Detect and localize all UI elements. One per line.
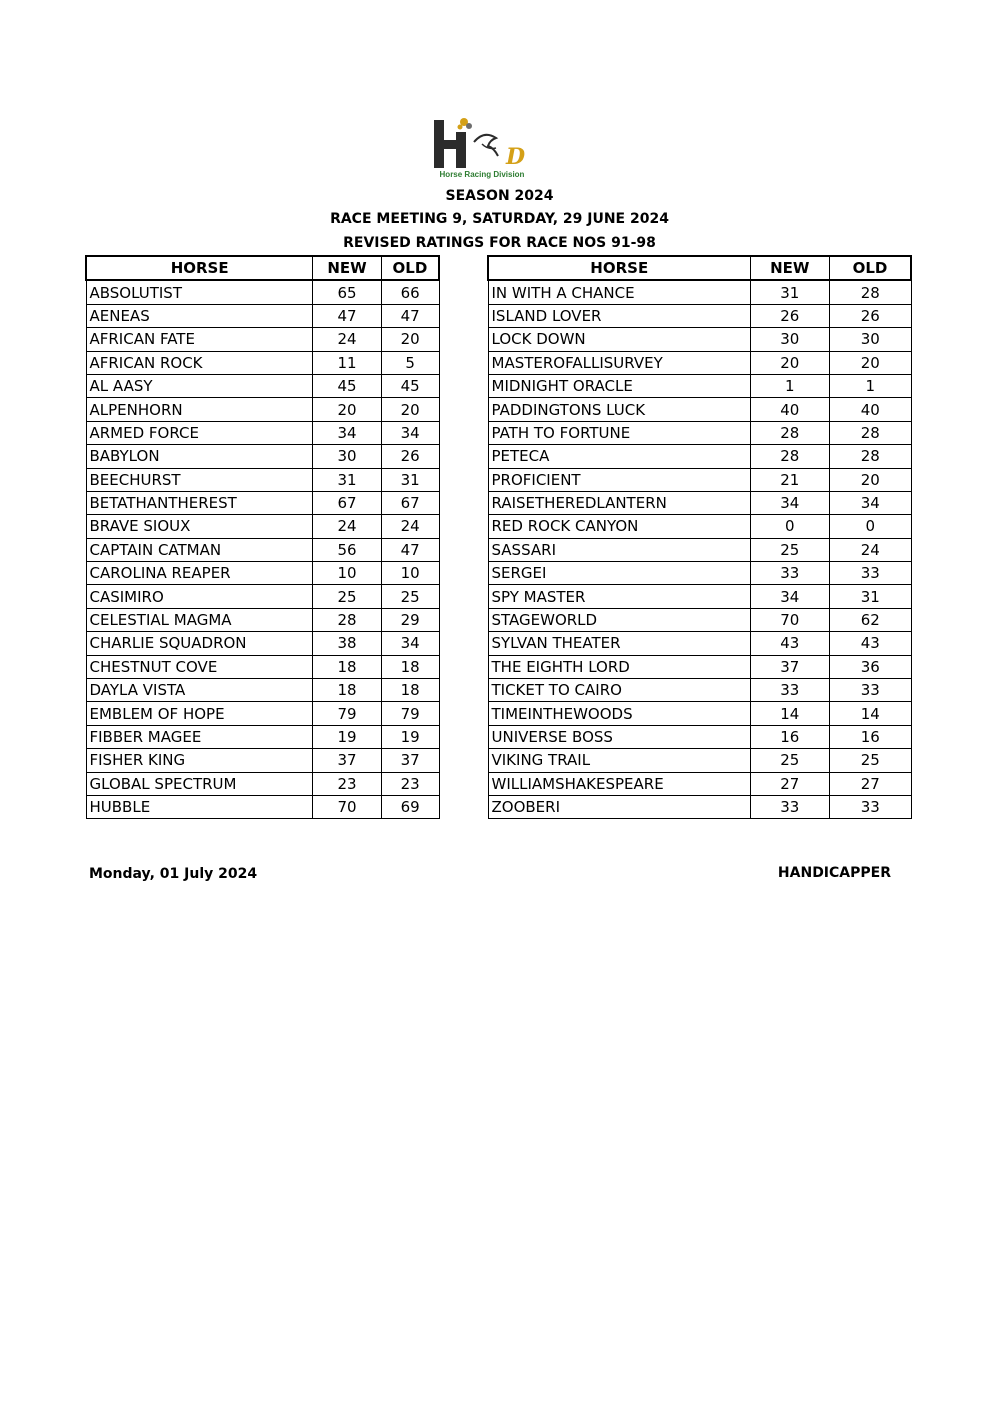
column-header-new: NEW (313, 256, 382, 280)
table-row (86, 491, 439, 514)
new-rating-cell: 18 (313, 655, 382, 678)
new-rating-cell: 37 (313, 749, 382, 772)
old-rating-cell: 26 (830, 304, 911, 327)
horse-name-cell: VIKING TRAIL (488, 749, 750, 772)
old-rating-cell: 26 (381, 445, 439, 468)
horse-name-cell: HUBBLE (86, 795, 313, 818)
old-rating-cell: 31 (381, 468, 439, 491)
horse-name-cell: RED ROCK CANYON (488, 515, 750, 538)
new-rating-cell: 56 (313, 538, 382, 561)
table-row (488, 468, 911, 491)
horse-name-cell: UNIVERSE BOSS (488, 725, 750, 748)
old-rating-cell: 30 (830, 328, 911, 351)
horse-name-cell: AL AASY (86, 374, 313, 397)
old-rating-cell: 34 (830, 491, 911, 514)
table-row (488, 608, 911, 631)
new-rating-cell: 21 (750, 468, 830, 491)
old-rating-cell: 40 (830, 398, 911, 421)
old-rating-cell: 0 (830, 515, 911, 538)
table-row (488, 772, 911, 795)
old-rating-cell: 28 (830, 421, 911, 444)
horse-name-cell: THE EIGHTH LORD (488, 655, 750, 678)
ratings-table-left (85, 255, 440, 819)
publication-date: Monday, 01 July 2024 (89, 866, 258, 882)
season-heading: SEASON 2024 (445, 188, 554, 204)
table-row (488, 491, 911, 514)
old-rating-cell: 34 (381, 421, 439, 444)
table-row (86, 679, 439, 702)
table-row (86, 351, 439, 374)
table-row (86, 702, 439, 725)
old-rating-cell: 20 (830, 351, 911, 374)
old-rating-cell: 23 (381, 772, 439, 795)
race-meeting-heading: RACE MEETING 9, SATURDAY, 29 JUNE 2024 (330, 211, 669, 227)
horse-name-cell: DAYLA VISTA (86, 679, 313, 702)
old-rating-cell: 29 (381, 608, 439, 631)
horse-name-cell: PADDINGTONS LUCK (488, 398, 750, 421)
old-rating-cell: 36 (830, 655, 911, 678)
new-rating-cell: 67 (313, 491, 382, 514)
table-row (488, 280, 911, 304)
table-row (86, 328, 439, 351)
table-row (86, 280, 439, 304)
signatory: HANDICAPPER (777, 865, 891, 881)
new-rating-cell: 19 (313, 725, 382, 748)
horse-name-cell: MASTEROFALLISURVEY (488, 351, 750, 374)
new-rating-cell: 70 (750, 608, 830, 631)
new-rating-cell: 30 (750, 328, 830, 351)
table-row (86, 538, 439, 561)
new-rating-cell: 31 (750, 280, 830, 304)
table-row (86, 725, 439, 748)
horse-name-cell: AFRICAN ROCK (86, 351, 313, 374)
old-rating-cell: 33 (830, 795, 911, 818)
table-header-row (86, 256, 439, 280)
new-rating-cell: 30 (313, 445, 382, 468)
table-row (488, 398, 911, 421)
new-rating-cell: 40 (750, 398, 830, 421)
table-row (86, 608, 439, 631)
horse-name-cell: ABSOLUTIST (86, 280, 313, 304)
old-rating-cell: 20 (381, 398, 439, 421)
horse-name-cell: TIMEINTHEWOODS (488, 702, 750, 725)
table-row (488, 585, 911, 608)
horse-name-cell: SPY MASTER (488, 585, 750, 608)
horse-name-cell: SERGEI (488, 562, 750, 585)
horse-name-cell: CAPTAIN CATMAN (86, 538, 313, 561)
table-row (86, 468, 439, 491)
new-rating-cell: 47 (313, 304, 382, 327)
new-rating-cell: 34 (313, 421, 382, 444)
table-row (488, 421, 911, 444)
new-rating-cell: 37 (750, 655, 830, 678)
new-rating-cell: 65 (313, 280, 382, 304)
table-row (488, 562, 911, 585)
table-row (488, 632, 911, 655)
horse-name-cell: PETECA (488, 445, 750, 468)
table-row (86, 421, 439, 444)
table-row (86, 398, 439, 421)
new-rating-cell: 79 (313, 702, 382, 725)
old-rating-cell: 28 (830, 445, 911, 468)
new-rating-cell: 0 (750, 515, 830, 538)
new-rating-cell: 43 (750, 632, 830, 655)
horse-name-cell: BEECHURST (86, 468, 313, 491)
table-row (86, 304, 439, 327)
logo-caption: Horse Racing Division (439, 170, 525, 179)
new-rating-cell: 24 (313, 515, 382, 538)
table-row (86, 632, 439, 655)
table-row (488, 445, 911, 468)
new-rating-cell: 26 (750, 304, 830, 327)
horse-name-cell: WILLIAMSHAKESPEARE (488, 772, 750, 795)
old-rating-cell: 10 (381, 562, 439, 585)
old-rating-cell: 31 (830, 585, 911, 608)
horse-name-cell: GLOBAL SPECTRUM (86, 772, 313, 795)
horse-name-cell: CAROLINA REAPER (86, 562, 313, 585)
old-rating-cell: 24 (381, 515, 439, 538)
old-rating-cell: 37 (381, 749, 439, 772)
svg-text:D: D (506, 144, 526, 170)
horse-name-cell: SASSARI (488, 538, 750, 561)
horse-name-cell: BABYLON (86, 445, 313, 468)
horse-name-cell: ARMED FORCE (86, 421, 313, 444)
new-rating-cell: 31 (313, 468, 382, 491)
new-rating-cell: 28 (313, 608, 382, 631)
horse-name-cell: STAGEWORLD (488, 608, 750, 631)
old-rating-cell: 47 (381, 304, 439, 327)
table-row (86, 585, 439, 608)
new-rating-cell: 25 (313, 585, 382, 608)
table-row (488, 655, 911, 678)
horse-name-cell: LOCK DOWN (488, 328, 750, 351)
revised-ratings-heading: REVISED RATINGS FOR RACE NOS 91-98 (343, 235, 656, 251)
column-header-horse: HORSE (488, 256, 750, 280)
table-body-left (86, 280, 439, 818)
old-rating-cell: 67 (381, 491, 439, 514)
table-row (86, 515, 439, 538)
old-rating-cell: 20 (381, 328, 439, 351)
new-rating-cell: 38 (313, 632, 382, 655)
table-row (86, 374, 439, 397)
old-rating-cell: 79 (381, 702, 439, 725)
new-rating-cell: 33 (750, 562, 830, 585)
column-header-new: NEW (750, 256, 830, 280)
horse-name-cell: PATH TO FORTUNE (488, 421, 750, 444)
new-rating-cell: 14 (750, 702, 830, 725)
table-body-right (488, 280, 911, 818)
new-rating-cell: 20 (313, 398, 382, 421)
new-rating-cell: 11 (313, 351, 382, 374)
new-rating-cell: 70 (313, 795, 382, 818)
table-row (488, 749, 911, 772)
old-rating-cell: 47 (381, 538, 439, 561)
horse-name-cell: PROFICIENT (488, 468, 750, 491)
old-rating-cell: 14 (830, 702, 911, 725)
old-rating-cell: 69 (381, 795, 439, 818)
new-rating-cell: 33 (750, 679, 830, 702)
new-rating-cell: 24 (313, 328, 382, 351)
table-row (488, 538, 911, 561)
old-rating-cell: 25 (830, 749, 911, 772)
old-rating-cell: 25 (381, 585, 439, 608)
new-rating-cell: 1 (750, 374, 830, 397)
column-header-horse: HORSE (86, 256, 313, 280)
table-row (488, 702, 911, 725)
table-row (488, 679, 911, 702)
new-rating-cell: 33 (750, 795, 830, 818)
new-rating-cell: 34 (750, 585, 830, 608)
horse-name-cell: BETATHANTHEREST (86, 491, 313, 514)
horse-name-cell: CASIMIRO (86, 585, 313, 608)
table-row (488, 725, 911, 748)
table-row (488, 328, 911, 351)
horse-name-cell: ISLAND LOVER (488, 304, 750, 327)
horse-name-cell: EMBLEM OF HOPE (86, 702, 313, 725)
table-row (86, 749, 439, 772)
horse-name-cell: SYLVAN THEATER (488, 632, 750, 655)
old-rating-cell: 34 (381, 632, 439, 655)
column-header-old: OLD (381, 256, 439, 280)
table-row (488, 515, 911, 538)
new-rating-cell: 18 (313, 679, 382, 702)
horse-name-cell: TICKET TO CAIRO (488, 679, 750, 702)
horse-name-cell: FISHER KING (86, 749, 313, 772)
new-rating-cell: 20 (750, 351, 830, 374)
old-rating-cell: 45 (381, 374, 439, 397)
horse-name-cell: FIBBER MAGEE (86, 725, 313, 748)
new-rating-cell: 28 (750, 421, 830, 444)
old-rating-cell: 33 (830, 679, 911, 702)
old-rating-cell: 5 (381, 351, 439, 374)
old-rating-cell: 62 (830, 608, 911, 631)
old-rating-cell: 28 (830, 280, 911, 304)
horse-name-cell: MIDNIGHT ORACLE (488, 374, 750, 397)
old-rating-cell: 18 (381, 679, 439, 702)
horse-name-cell: BRAVE SIOUX (86, 515, 313, 538)
table-row (488, 374, 911, 397)
horse-name-cell: CELESTIAL MAGMA (86, 608, 313, 631)
table-row (86, 772, 439, 795)
horse-name-cell: IN WITH A CHANCE (488, 280, 750, 304)
new-rating-cell: 27 (750, 772, 830, 795)
new-rating-cell: 45 (313, 374, 382, 397)
table-row (488, 351, 911, 374)
old-rating-cell: 16 (830, 725, 911, 748)
table-row (86, 655, 439, 678)
horse-name-cell: ALPENHORN (86, 398, 313, 421)
old-rating-cell: 33 (830, 562, 911, 585)
table-row (488, 304, 911, 327)
old-rating-cell: 19 (381, 725, 439, 748)
new-rating-cell: 16 (750, 725, 830, 748)
horse-name-cell: CHARLIE SQUADRON (86, 632, 313, 655)
old-rating-cell: 1 (830, 374, 911, 397)
ratings-table-right (487, 255, 912, 819)
table-row (488, 795, 911, 818)
column-header-old: OLD (830, 256, 911, 280)
new-rating-cell: 10 (313, 562, 382, 585)
old-rating-cell: 27 (830, 772, 911, 795)
horse-name-cell: CHESTNUT COVE (86, 655, 313, 678)
new-rating-cell: 23 (313, 772, 382, 795)
table-row (86, 562, 439, 585)
horse-name-cell: ZOOBERI (488, 795, 750, 818)
horse-name-cell: AFRICAN FATE (86, 328, 313, 351)
table-row (86, 795, 439, 818)
old-rating-cell: 20 (830, 468, 911, 491)
horse-name-cell: AENEAS (86, 304, 313, 327)
table-header-row (488, 256, 911, 280)
old-rating-cell: 43 (830, 632, 911, 655)
old-rating-cell: 24 (830, 538, 911, 561)
old-rating-cell: 66 (381, 280, 439, 304)
new-rating-cell: 25 (750, 538, 830, 561)
new-rating-cell: 25 (750, 749, 830, 772)
old-rating-cell: 18 (381, 655, 439, 678)
new-rating-cell: 28 (750, 445, 830, 468)
horse-name-cell: RAISETHEREDLANTERN (488, 491, 750, 514)
new-rating-cell: 34 (750, 491, 830, 514)
table-row (86, 445, 439, 468)
